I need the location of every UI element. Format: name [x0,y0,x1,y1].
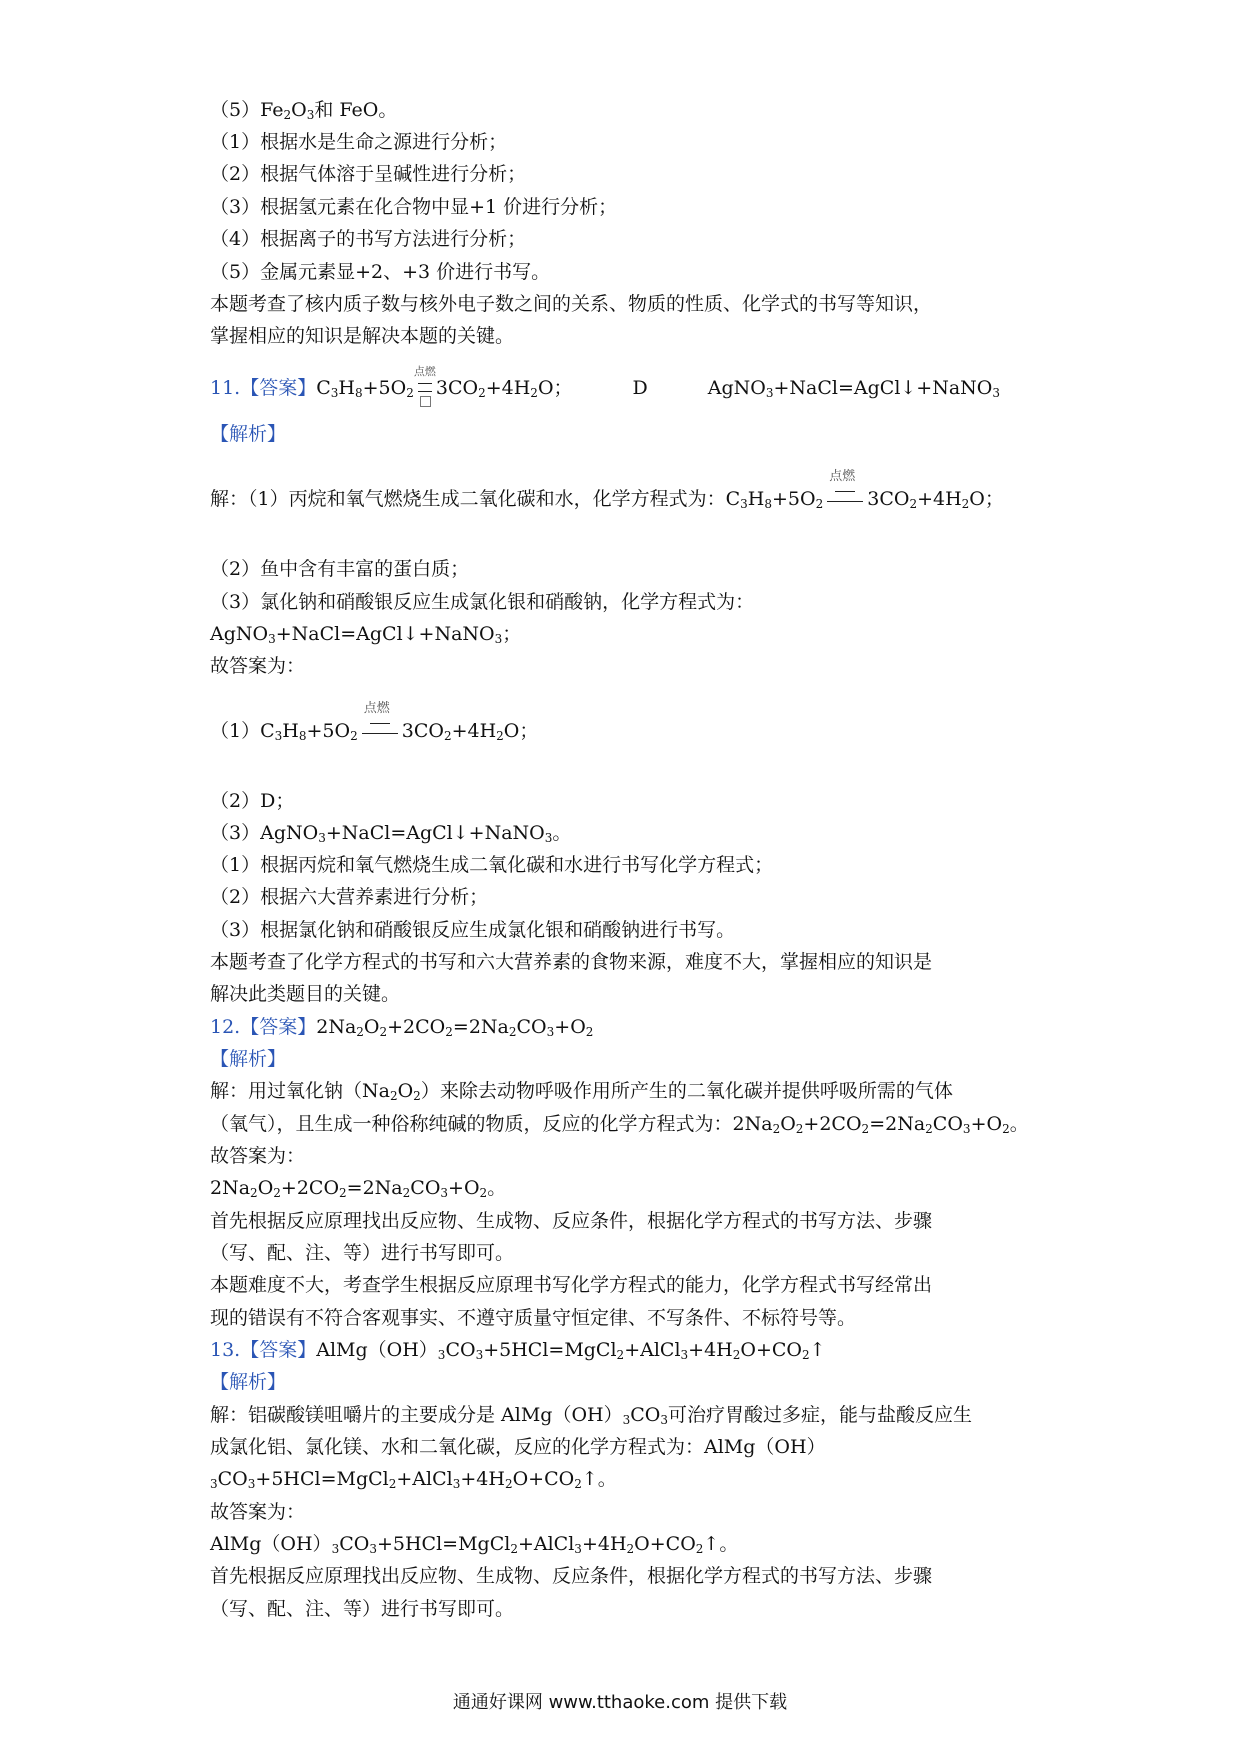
analysis-tag: 【解析】 [210,1371,287,1393]
q11-answer-line: 11.【答案】$C_3H_8+5O_2$ 点燃 $3CO_2+4H_2O$； D AgNO$_3$+NaCl=AgCl↓+NaNO$_3$ [210,374,1000,402]
text-line: （1）根据丙烷和氧气燃烧生成二氧化碳和水进行书写化学方程式； [210,854,774,876]
reaction-condition: 点燃 [823,485,867,513]
text-line: 解决此类题目的关键。 [210,983,401,1005]
text-line: （2）根据六大营养素进行分析； [210,886,489,908]
answer-tag: 【答案】 [240,1016,317,1038]
text-line: 故答案为： [210,1145,306,1167]
text-line: （2）D； [210,790,295,812]
text-line: 故答案为： [210,1501,306,1523]
question-number: 11. [210,377,241,399]
q12-answer-line: 12.【答案】$2Na_2O_2+2CO_2=2Na_2CO_3+O_2$ [210,1016,594,1039]
text-line: 掌握相应的知识是解决本题的关键。 [210,325,515,347]
text-line: 解：用过氧化钠$(Na_2O_2)$来除去动物呼吸作用所产生的二氧化碳并提供呼吸所需的气体 [210,1080,953,1103]
answer-tag: 【答案】 [240,377,317,399]
analysis-tag: 【解析】 [210,423,287,445]
equation-line: $_3CO_3+5HCl=MgCl_2+AlCl_3+4H_2O+CO_2↑$。 [210,1468,617,1491]
text-line: 本题考查了化学方程式的书写和六大营养素的食物来源，难度不大，掌握相应的知识是 [210,951,933,973]
text-line: $(5)Fe_2O_3$和 FeO。 [210,99,398,122]
text-line: （3）根据氯化钠和硝酸银反应生成氯化银和硝酸钠进行书写。 [210,919,736,941]
text-line: （1）根据水是生命之源进行分析； [210,131,508,153]
text-line: 本题考查了核内质子数与核外电子数之间的关系、物质的性质、化学式的书写等知识， [210,293,933,315]
q13-answer-line: 13.【答案】$AlMg(OH)_3CO_3+5HCl=MgCl_2+AlCl_3+4H_2O+CO_2↑$ [210,1339,826,1362]
equation-line: AgNO$_3$+NaCl=AgCl↓+NaNO$_3$； [210,623,522,646]
text-line: （2）根据气体溶于呈碱性进行分析； [210,163,527,185]
text-line: 首先根据反应原理找出反应物、生成物、反应条件，根据化学方程式的书写方法、步骤 [210,1210,933,1232]
equation-line: （3）AgNO$_3$+NaCl=AgCl↓+NaNO$_3$。 [210,822,572,845]
text-line: （氧气），且生成一种俗称纯碱的物质，反应的化学方程式为：$2Na_2O_2+2CO_2=2Na_2CO_3+O_2$。 [210,1113,1029,1136]
question-number: 12. [210,1016,241,1038]
reaction-condition: 点燃 [358,717,402,745]
reaction-condition: 点燃 [414,374,436,402]
equation-line: $(1)C_3H_8+5O_2$ 点燃 $3CO_2+4H_2O$； [210,701,539,743]
equation-line: $AlMg(OH)_3CO_3+5HCl=MgCl_2+AlCl_3+4H_2O+CO_2↑$。 [210,1533,739,1556]
analysis-tag: 【解析】 [210,1048,287,1070]
text-line: 本题难度不大，考查学生根据反应原理书写化学方程式的能力，化学方程式书写经常出 [210,1274,933,1296]
page-footer: 通通好课网 www.tthaoke.com 提供下载 [452,1692,788,1713]
question-number: 13. [210,1339,241,1361]
text-line: （写、配、注、等）进行书写即可。 [210,1598,515,1620]
text-line: （5）金属元素显+2、+3 价进行书写。 [210,261,551,283]
text-line: （3）根据氢元素在化合物中显+1 价进行分析； [210,196,618,218]
text-line: 成氯化铝、氯化镁、水和二氧化碳，反应的化学方程式为：AlMg（OH） [210,1436,826,1458]
text-line: 故答案为： [210,655,306,677]
text-line: （4）根据离子的书写方法进行分析； [210,228,527,250]
answer-tag: 【答案】 [240,1339,317,1361]
text-line: 现的错误有不符合客观事实、不遵守质量守恒定律、不写条件、不标符号等。 [210,1307,857,1329]
text-line: 首先根据反应原理找出反应物、生成物、反应条件，根据化学方程式的书写方法、步骤 [210,1565,933,1587]
text-line: 解：（1）丙烷和氧气燃烧生成二氧化碳和水，化学方程式为：$C_3H_8+5O_2$ 点燃 $3CO_2+4H_2O$； [210,469,1004,511]
text-line: 解：铝碳酸镁咀嚼片的主要成分是 $AlMg(OH)_3CO_3$可治疗胃酸过多症，能与盐酸反应生 [210,1404,973,1427]
text-line: （3）氯化钠和硝酸银反应生成氯化银和硝酸钠，化学方程式为： [210,591,755,613]
text-line: （2）鱼中含有丰富的蛋白质； [210,558,470,580]
equation-line: $2Na_2O_2+2CO_2=2Na_2CO_3+O_2$。 [210,1177,507,1200]
text-line: （写、配、注、等）进行书写即可。 [210,1242,515,1264]
